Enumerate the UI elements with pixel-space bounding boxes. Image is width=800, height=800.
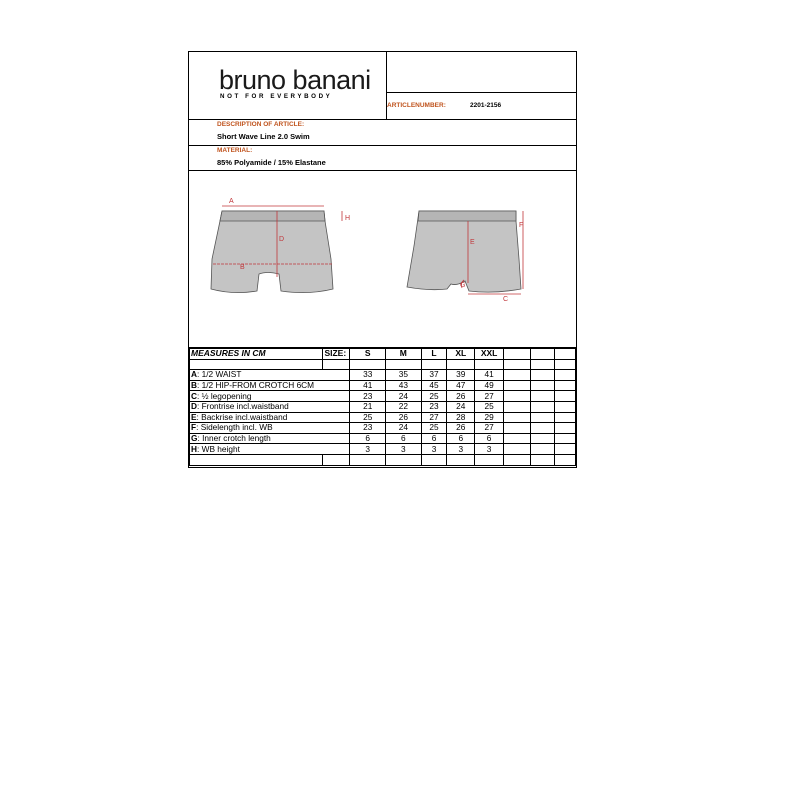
front-view-shorts <box>211 198 350 293</box>
measure-value: 3 <box>350 444 386 455</box>
measure-value: 35 <box>386 370 422 381</box>
empty-cell <box>530 401 555 412</box>
divider <box>189 145 576 146</box>
measure-value: 6 <box>386 433 422 444</box>
measure-value: 6 <box>475 433 504 444</box>
measure-value: 23 <box>350 423 386 434</box>
measure-code: A <box>191 369 197 380</box>
empty-cell <box>504 444 531 455</box>
empty-cell <box>504 423 531 434</box>
measure-value: 47 <box>447 380 475 391</box>
dim-label-b: B <box>240 264 245 271</box>
measure-value: 26 <box>447 423 475 434</box>
empty-cell <box>530 433 555 444</box>
measure-label <box>190 433 350 444</box>
measure-value: 25 <box>350 412 386 423</box>
measure-code: D <box>191 401 197 412</box>
measure-value: 3 <box>386 444 422 455</box>
dim-label-d: D <box>279 236 285 243</box>
measure-value: 39 <box>447 370 475 381</box>
table-row <box>190 412 576 423</box>
dim-label-a: A <box>229 198 234 205</box>
empty-cell <box>530 423 555 434</box>
measure-label <box>190 401 350 412</box>
article-number-value: 2201-2156 <box>470 102 502 109</box>
measure-code: H <box>191 443 197 454</box>
dim-label-g: G <box>460 282 466 289</box>
empty-cell <box>504 349 531 360</box>
measure-value: 27 <box>475 423 504 434</box>
measure-label <box>190 444 350 455</box>
measure-description: : 1/2 HIP-FROM CROTCH 6CM <box>197 380 315 391</box>
measure-value: 6 <box>350 433 386 444</box>
header-right-divider <box>386 92 576 93</box>
empty-cell <box>555 433 576 444</box>
measure-value: 43 <box>386 380 422 391</box>
measure-label <box>190 370 350 381</box>
measure-value: 23 <box>350 391 386 402</box>
size-header: XL <box>447 349 475 360</box>
measure-label <box>190 423 350 434</box>
side-view-shorts <box>407 211 523 303</box>
size-header: S <box>350 349 386 360</box>
measure-description: : 1/2 WAIST <box>197 369 242 380</box>
measurements-table <box>189 348 576 466</box>
measure-value: 41 <box>350 380 386 391</box>
measures-title: MEASURES IN CM <box>190 349 323 360</box>
brand-tagline: NOT FOR EVERYBODY <box>220 93 333 100</box>
empty-cell <box>555 401 576 412</box>
table-spacer-row <box>190 359 576 370</box>
measure-value: 41 <box>475 370 504 381</box>
measure-value: 27 <box>421 412 447 423</box>
empty-cell <box>504 401 531 412</box>
table-row <box>190 423 576 434</box>
measure-value: 23 <box>421 401 447 412</box>
measure-description: : Sidelength incl. WB <box>196 422 273 433</box>
article-number-label: ARTICLENUMBER: <box>387 102 446 109</box>
empty-cell <box>555 391 576 402</box>
dim-label-e: E <box>470 239 475 246</box>
table-row <box>190 380 576 391</box>
description-label: DESCRIPTION OF ARTICLE: <box>217 121 305 128</box>
dim-label-h: H <box>345 215 351 222</box>
measure-value: 6 <box>421 433 447 444</box>
measure-label <box>190 380 350 391</box>
measure-value: 25 <box>475 401 504 412</box>
size-header: L <box>421 349 447 360</box>
empty-cell <box>555 423 576 434</box>
measure-code: F <box>191 422 197 433</box>
measure-description: : Frontrise incl.waistband <box>197 401 289 412</box>
measure-description: : Inner crotch length <box>197 433 271 444</box>
size-header: M <box>386 349 422 360</box>
empty-cell <box>555 380 576 391</box>
measure-label <box>190 412 350 423</box>
measure-description: : WB height <box>197 443 240 454</box>
size-header: XXL <box>475 349 504 360</box>
table-row <box>190 444 576 455</box>
measure-value: 24 <box>447 401 475 412</box>
brand-name: bruno banani <box>219 65 371 95</box>
empty-cell <box>555 412 576 423</box>
measure-value: 3 <box>421 444 447 455</box>
measure-value: 26 <box>447 391 475 402</box>
table-empty-row <box>190 454 576 465</box>
measure-value: 37 <box>421 370 447 381</box>
measure-value: 6 <box>447 433 475 444</box>
measure-value: 25 <box>421 423 447 434</box>
measure-code: G <box>191 433 198 444</box>
dim-label-f: F <box>519 222 524 229</box>
empty-cell <box>555 349 576 360</box>
empty-cell <box>504 433 531 444</box>
table-row <box>190 401 576 412</box>
table-row <box>190 391 576 402</box>
measure-value: 25 <box>421 391 447 402</box>
measure-code: C <box>191 390 197 401</box>
measure-description: : ½ legopening <box>197 390 252 401</box>
description-value: Short Wave Line 2.0 Swim <box>217 132 310 141</box>
empty-cell <box>530 349 555 360</box>
measure-value: 24 <box>386 423 422 434</box>
measure-value: 45 <box>421 380 447 391</box>
brand-logo <box>219 65 369 105</box>
spec-sheet <box>188 51 577 468</box>
empty-cell <box>555 444 576 455</box>
measure-value: 21 <box>350 401 386 412</box>
measure-label <box>190 391 350 402</box>
measure-value: 22 <box>386 401 422 412</box>
measure-value: 3 <box>447 444 475 455</box>
measure-description: : Backrise incl.waistband <box>196 412 288 422</box>
table-row <box>190 370 576 381</box>
measure-value: 33 <box>350 370 386 381</box>
empty-cell <box>530 380 555 391</box>
dim-label-c: C <box>503 296 509 303</box>
measure-value: 3 <box>475 444 504 455</box>
empty-cell <box>504 380 531 391</box>
empty-cell <box>530 370 555 381</box>
empty-cell <box>504 391 531 402</box>
table-row <box>190 433 576 444</box>
divider <box>189 119 576 120</box>
table-header-row <box>190 349 576 360</box>
material-value: 85% Polyamide / 15% Elastane <box>217 158 326 167</box>
measure-value: 28 <box>447 412 475 423</box>
empty-cell <box>504 370 531 381</box>
measure-value: 26 <box>386 412 422 423</box>
size-label: SIZE: <box>323 349 350 360</box>
garment-sketches <box>189 171 575 346</box>
measure-value: 24 <box>386 391 422 402</box>
empty-cell <box>530 412 555 423</box>
empty-cell <box>504 412 531 423</box>
measure-value: 29 <box>475 412 504 423</box>
measure-code: B <box>191 380 197 391</box>
measure-code: E <box>191 412 197 422</box>
measure-value: 27 <box>475 391 504 402</box>
empty-cell <box>530 444 555 455</box>
empty-cell <box>555 370 576 381</box>
material-label: MATERIAL: <box>217 147 253 154</box>
empty-cell <box>530 391 555 402</box>
measure-value: 49 <box>475 380 504 391</box>
